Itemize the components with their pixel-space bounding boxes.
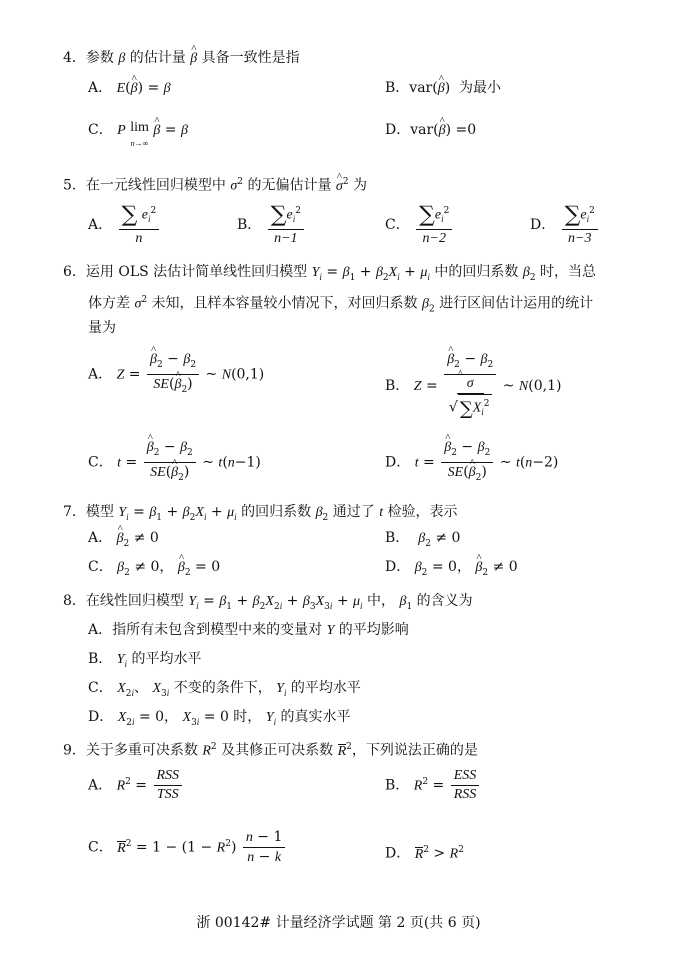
q9-option-a: A． $R^2$ = $\frac{\text{RSS}}{\text{TSS}}$: [88, 767, 184, 804]
q5-option-a: A． $\frac{\sum e_i^2}{n}$: [88, 202, 161, 248]
question-4-stem: 4．参数 β 的估计量 ^ β 具备一致性是指: [63, 48, 300, 69]
q5-option-c: C． $\frac{\sum e_i^2}{n-2}$: [385, 202, 454, 248]
page-footer: 浙 00142# 计量经济学试题 第 2 页(共 6 页): [196, 915, 481, 931]
question-6-line-1: 6．运用 OLS 法估计简单线性回归模型 $Y_i = \beta_1 + \beta_2X_i + \mu_i$ 中的回归系数 $\beta_2$ 时，当总: [63, 264, 596, 283]
question-6-line-2: 体方差 $\sigma^2$ 未知，且样本容量较小情况下，对回归系数 $\beta_2$ 进行区间估计运用的统计: [88, 295, 594, 315]
q7-option-b: B． $\beta_2 \ne 0$: [385, 530, 461, 549]
question-9-stem: 9．关于多重可决系数 $R^2$ 及其修正可决系数 $R^2$，下列说法正确的是: [63, 742, 478, 759]
q8-option-a: A．指所有未包含到模型中来的变量对 Y 的平均影响: [88, 622, 409, 638]
q4-option-a: A． E(^ β) = β: [88, 78, 171, 99]
q9-option-b: B． $R^2$ = $\frac{\text{ESS}}{\text{RSS}}$: [385, 767, 481, 804]
q6-option-b: B． Z = ^ $\beta_2 - \beta_2$ ^ σ √ $\sum X_i^2$ ~ N(0,1): [385, 350, 561, 422]
q7-option-d: D． $\beta_2 = 0$， ^ $\beta_2 \ne 0$: [385, 557, 518, 583]
q7-option-c: C． $\beta_2 \ne 0$， ^ $\beta_2 = 0$: [88, 557, 220, 583]
q9-option-c: C． $R^2 = 1 - (1 - R^2)$ $\frac{n - 1}{n - k}$: [88, 828, 287, 867]
q5-option-d: D． $\frac{\sum e_i^2}{n-3}$: [530, 202, 600, 248]
question-8-stem: 8．在线性回归模型 $Y_i = \beta_1 + \beta_2X_{2i} + \beta_3X_{3i} + \mu_i$ 中， $\beta_1$ 的含义为: [63, 593, 473, 612]
q4-option-d: D．var(^ β) =0: [385, 120, 476, 141]
q5-option-b: B． $\frac{\sum e_i^2}{n-1}$: [237, 202, 306, 248]
question-6-line-3: 量为: [88, 320, 116, 336]
question-5-stem: 5．在一元线性回归模型中 $\sigma^2$ 的无偏估计量 ^ $\sigma^2$ 为: [63, 172, 367, 197]
q4-option-b: B．var(^ β) 为最小: [385, 78, 501, 99]
q7-option-a: A． ^ $\beta_2 \ne 0$: [88, 528, 159, 554]
q6-option-a: A． Z = ^ $\frac{\beta_2 - \beta_2}{SE(\^{} \beta_2)}$ ~ N(0,1): [88, 350, 264, 399]
q8-option-b: B． $Y_i$ 的平均水平: [88, 651, 202, 669]
q6-option-c: C． t = ^ $\frac{\beta_2 - \beta_2}{SE(\^{} \beta_2)}$ ~ t(n−1): [88, 438, 261, 487]
q4-option-c: C． P lim n→∞ ^ β = β: [88, 120, 188, 151]
question-7-stem: 7．模型 $Y_i = \beta_1 + \beta_2X_i + \mu_i$ 的回归系数 $\beta_2$ 通过了 t 检验，表示: [63, 504, 458, 523]
q9-option-d: D． $R^2 > R^2$: [385, 845, 464, 862]
q6-option-d: D． t = ^ $\frac{\beta_2 - \beta_2}{SE(\^{} \beta_2)}$ ~ t(n−2): [385, 438, 558, 487]
q8-option-c: C． $X_{2i}$、 $X_{3i}$ 不变的条件下， $Y_i$ 的平均水平: [88, 680, 361, 699]
q8-option-d: D． $X_{2i} = 0$， $X_{3i} = 0$ 时， $Y_i$ 的真实水平: [88, 709, 351, 728]
